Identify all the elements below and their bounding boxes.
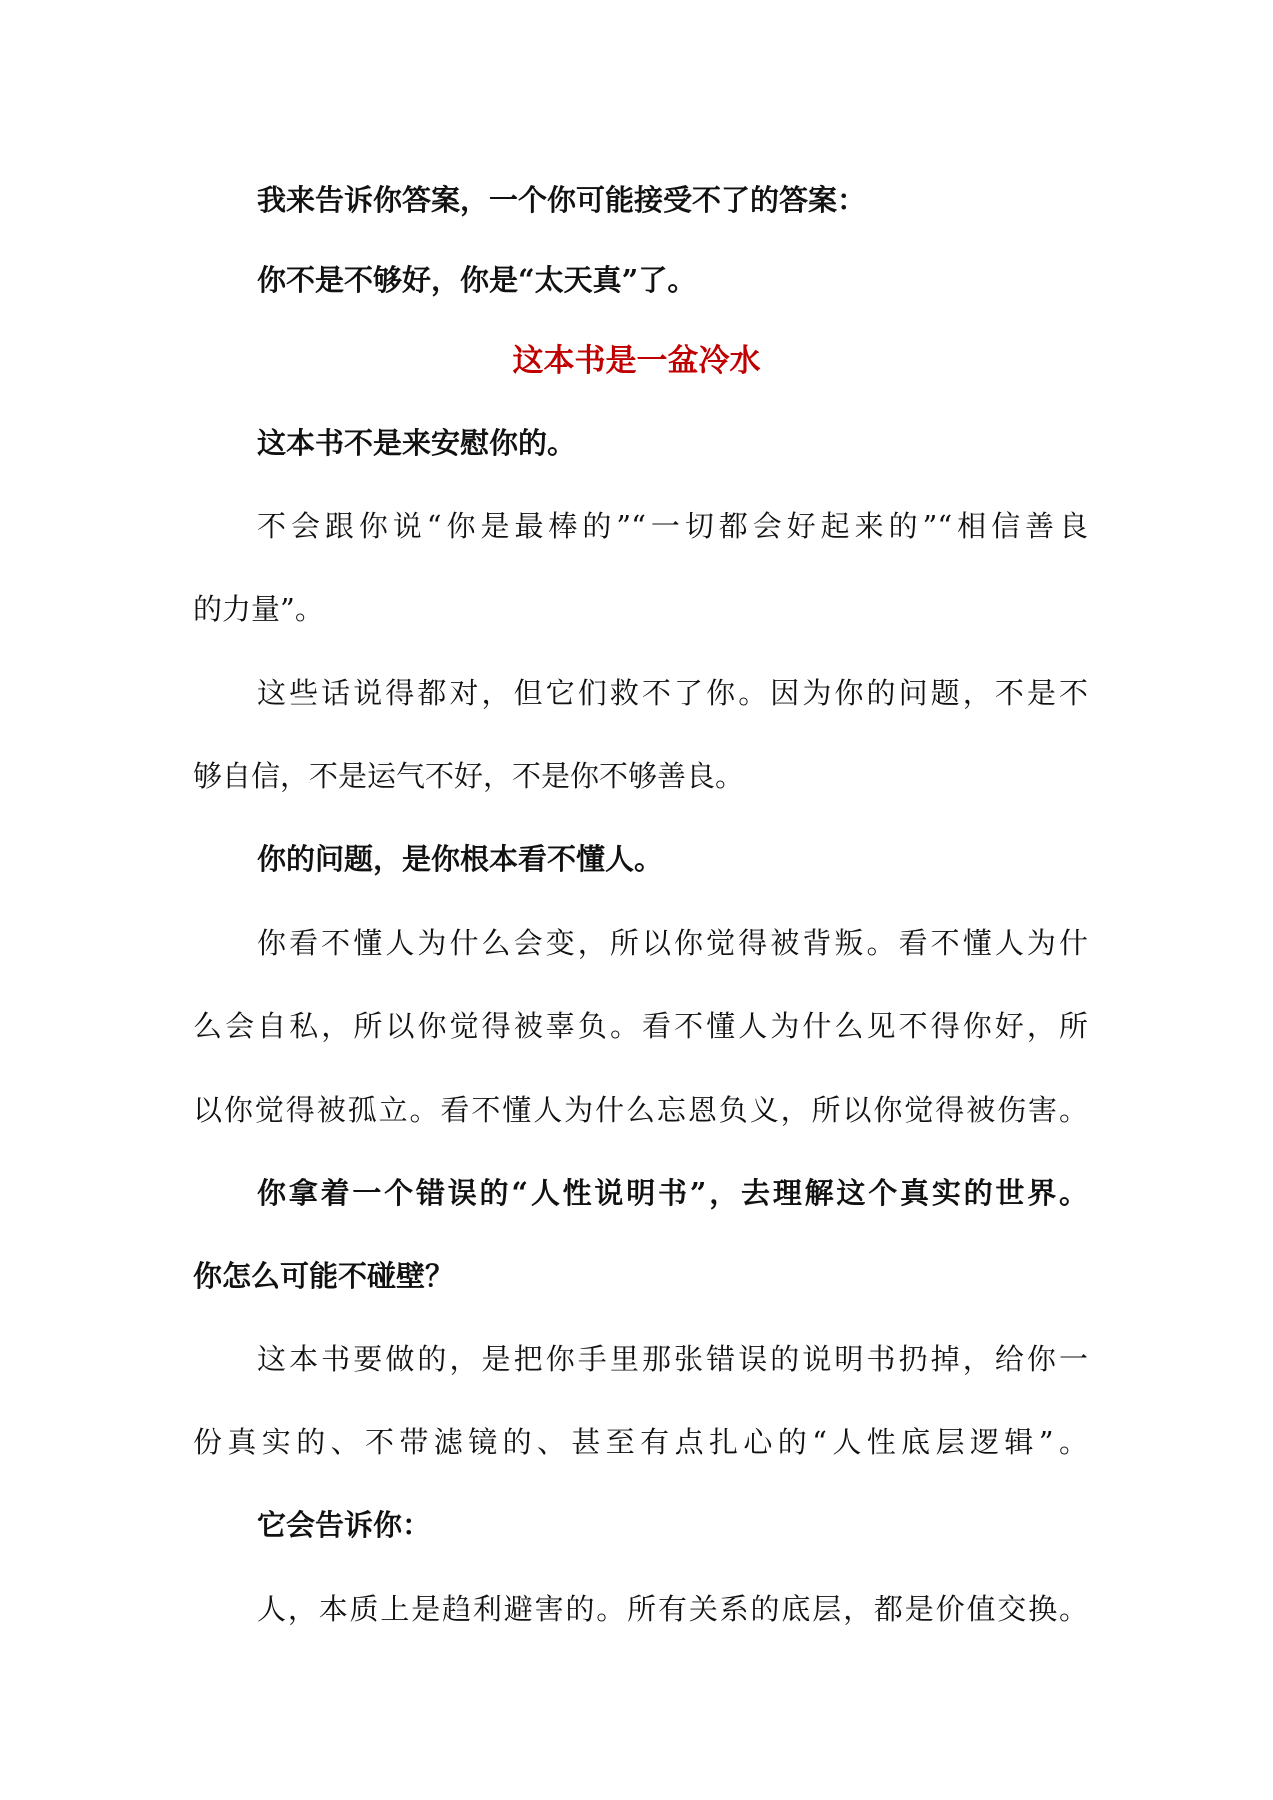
text-line: 你的问题，是你根本看不懂人。 — [257, 842, 664, 876]
text-line: 的力量”。 — [193, 592, 324, 626]
text-line: 以你觉得被孤立。看不懂人为什么忘恩负义，所以你觉得被伤害。 — [193, 1093, 1088, 1127]
text-line: 这些话说得都对，但它们救不了你。因为你的问题，不是不 — [257, 676, 1088, 710]
text-line: 人，本质上是趋利避害的。所有关系的底层，都是价值交换。 — [257, 1592, 1088, 1626]
text-line: 我来告诉你答案，一个你可能接受不了的答案： — [257, 183, 867, 217]
text-line: 这本书不是来安慰你的。 — [257, 426, 577, 460]
text-line: 够自信，不是运气不好，不是你不够善良。 — [193, 759, 745, 793]
text-line: 份真实的、不带滤镜的、甚至有点扎心的“人性底层逻辑”。 — [193, 1425, 1088, 1459]
text-line: 么会自私，所以你觉得被辜负。看不懂人为什么见不得你好，所 — [193, 1009, 1088, 1043]
text-line: 它会告诉你： — [257, 1508, 432, 1542]
text-line: 你拿着一个错误的“人性说明书”，去理解这个真实的世界。 — [257, 1176, 1088, 1210]
text-line: 不会跟你说“你是最棒的”“一切都会好起来的”“相信善良 — [257, 509, 1088, 543]
section-heading: 这本书是一盆冷水 — [512, 343, 761, 379]
text-line: 你不是不够好，你是“太天真”了。 — [257, 263, 697, 297]
text-line: 这本书要做的，是把你手里那张错误的说明书扔掉，给你一 — [257, 1342, 1088, 1376]
text-line: 你看不懂人为什么会变，所以你觉得被背叛。看不懂人为什 — [257, 926, 1088, 960]
text-line: 你怎么可能不碰壁？ — [193, 1259, 455, 1293]
